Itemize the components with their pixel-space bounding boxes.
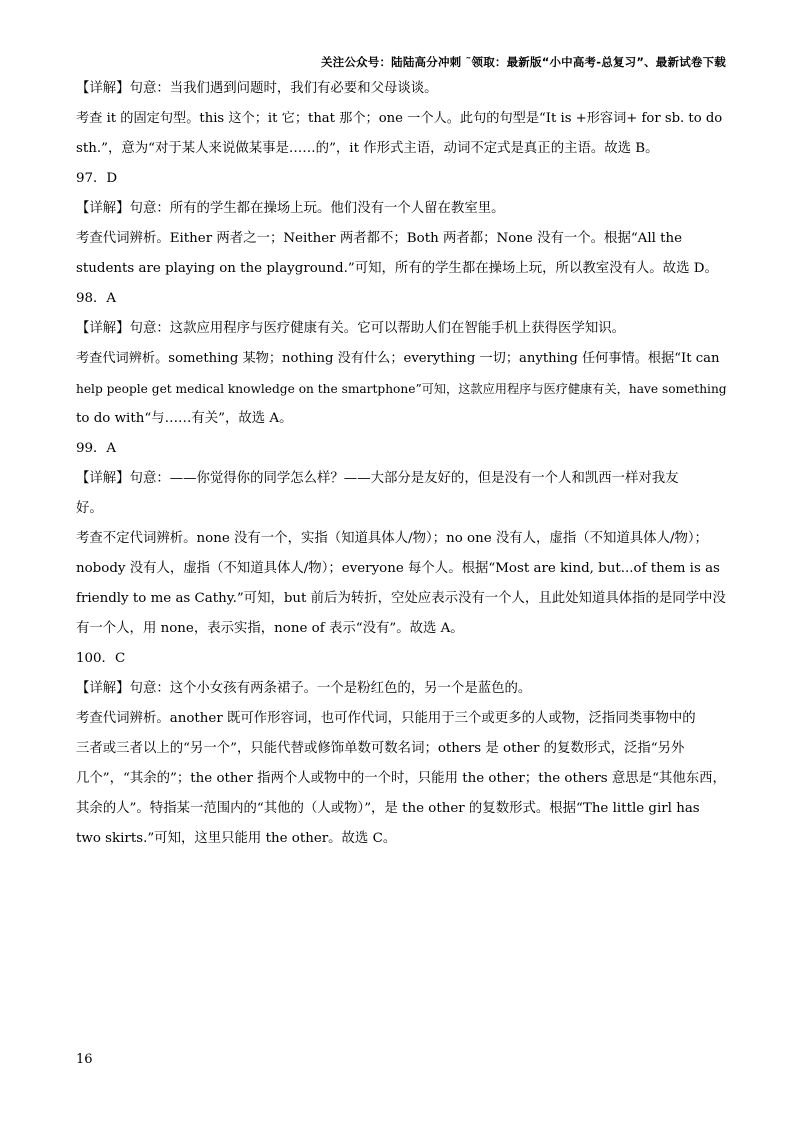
- text-line: friendly to me as Cathy.”可知，but 前后为转折，空处应表示没有一个人，且此处知道具体指的是同学中没: [76, 591, 726, 606]
- text-line: 三者或三者以上的“另一个”，只能代替或修饰单数可数名词；others 是 other 的复数形式，泛指“另外: [76, 741, 685, 756]
- text-line: 100．C: [76, 651, 126, 666]
- text-line: 考查代词辨析。Either 两者之一；Neither 两者都不；Both 两者都；None 没有一个。根据“All the: [76, 231, 683, 246]
- text-line: nobody 没有人，虚指（不知道具体人/物）；everyone 每个人。根据“Most are kind, but...of them is as: [76, 561, 720, 576]
- text-line: students are playing on the playground.”可知，所有的学生都在操场上玩，所以教室没有人。故选 D。: [76, 261, 718, 276]
- page-header: 关注公众号：陆陆高分冲刺 ˜领取：最新版“小中高考-总复习”、最新试卷下载: [320, 55, 726, 69]
- text-line: 98．A: [76, 291, 117, 306]
- text-line: 几个”，“其余的”；the other 指两个人或物中的一个时，只能用 the other；the others 意思是“其他东西，: [76, 771, 726, 786]
- text-line: 【详解】句意：这款应用程序与医疗健康有关。它可以帮助人们在智能手机上获得医学知识。: [76, 321, 626, 336]
- page-number: 16: [76, 1052, 93, 1067]
- text-line: 考查不定代词辨析。none 没有一个，实指（知道具体人/物）；no one 没有人，虚指（不知道具体人/物）；: [76, 531, 708, 546]
- text-line: 考查代词辨析。another 既可作形容词，也可作代词，只能用于三个或更多的人或物，泛指同类事物中的: [76, 711, 696, 726]
- text-line: to do with“与……有关”，故选 A。: [76, 411, 293, 426]
- text-line: 【详解】句意：所有的学生都在操场上玩。他们没有一个人留在教室里。: [76, 201, 505, 216]
- text-line: 其余的人”。特指某一范围内的“其他的（人或物）”，是 the other 的复数形式。根据“The little girl has: [76, 801, 700, 816]
- text-line: sth.”，意为“对于某人来说做某事是……的”，it 作形式主语，动词不定式是真正的主语。故选 B。: [76, 141, 659, 156]
- text-line: 【详解】句意：——你觉得你的同学怎么样？——大部分是友好的，但是没有一个人和凯西一样对我友: [76, 471, 679, 486]
- text-line: 好。: [76, 501, 103, 516]
- text-line: 99．A: [76, 441, 117, 456]
- text-line: two skirts.”可知，这里只能用 the other。故选 C。: [76, 831, 397, 846]
- text-line: 【详解】句意：当我们遇到问题时，我们有必要和父母谈谈。: [76, 81, 438, 96]
- answer-explanations: [76, 74, 728, 854]
- text-line: help people get medical knowledge on the smartphone”可知，这款应用程序与医疗健康有关，have something: [76, 382, 727, 396]
- text-line: 有一个人，用 none，表示实指，none of 表示“没有”。故选 A。: [76, 621, 464, 636]
- text-line: 考查代词辨析。something 某物；nothing 没有什么；everything 一切；anything 任何事情。根据“It can: [76, 351, 720, 366]
- text-line: 97．D: [76, 171, 118, 186]
- text-line: 【详解】句意：这个小女孩有两条裙子。一个是粉红色的，另一个是蓝色的。: [76, 681, 532, 696]
- text-line: 考查 it 的固定句型。this 这个；it 它；that 那个；one 一个人。此句的句型是“It is +形容词+ for sb. to do: [76, 111, 723, 126]
